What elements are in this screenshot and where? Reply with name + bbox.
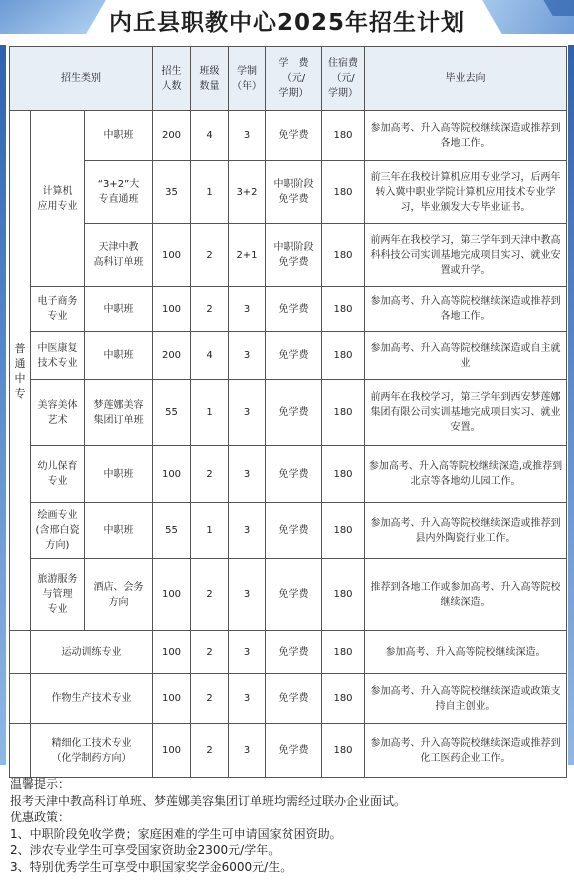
tip-title: 温馨提示： xyxy=(10,777,71,791)
side-bar-left xyxy=(0,45,6,765)
table-row xyxy=(10,631,567,674)
lodging-cell: 180 xyxy=(322,224,365,287)
years-cell: 3 xyxy=(229,559,266,631)
destination-cell: 参加高考、升入高等院校继续深造或推荐到县内外陶瓷行业工作。 xyxy=(365,503,567,559)
table-row xyxy=(10,674,567,724)
tip-text: 报考天津中教高科订单班、梦莲娜美容集团订单班均需经过联办企业面试。 xyxy=(10,793,407,808)
classes-cell: 1 xyxy=(191,503,229,559)
class-type-cell: “3+2”大 专直通班 xyxy=(85,161,153,224)
major-cell: 运动训练专业 xyxy=(31,631,153,674)
major-cell: 精细化工技术专业 （化学制药方向） xyxy=(31,724,153,778)
lodging-cell: 180 xyxy=(322,380,365,446)
tuition-cell: 免学费 xyxy=(266,674,322,724)
blank-cell xyxy=(10,724,31,778)
notes-section xyxy=(10,776,566,875)
destination-cell: 参加高考、升入高等院校继续深造或政策支持自主创业。 xyxy=(365,674,567,724)
tuition-cell: 免学费 xyxy=(266,287,322,332)
page-title: 内丘县职教中心2025年招生计划 xyxy=(108,10,465,36)
header-tuition: 学 费 （元/ 学期） xyxy=(266,47,322,111)
lodging-cell: 180 xyxy=(322,724,365,778)
classes-cell: 4 xyxy=(191,111,229,161)
lodging-cell: 180 xyxy=(322,446,365,503)
class-type-cell: 天津中教 高科订单班 xyxy=(85,224,153,287)
table-header-row xyxy=(10,47,567,111)
class-type-cell: 中职班 xyxy=(85,503,153,559)
enroll-cell: 100 xyxy=(153,224,191,287)
classes-cell: 1 xyxy=(191,380,229,446)
table-row xyxy=(10,724,567,778)
table-row xyxy=(10,380,567,446)
tuition-cell: 中职阶段 免学费 xyxy=(266,161,322,224)
destination-cell: 前两年在我校学习，第三学年到西安梦莲娜集团有限公司实训基地完成项目实习、就业安置。 xyxy=(365,380,567,446)
class-type-cell: 中职班 xyxy=(85,332,153,380)
destination-cell: 参加高考、升入高等院校继续深造或推荐到各地工作。 xyxy=(365,287,567,332)
enroll-cell: 100 xyxy=(153,446,191,503)
side-bar-right xyxy=(568,45,574,765)
header-classes: 班级 数量 xyxy=(191,47,229,111)
years-cell: 3 xyxy=(229,446,266,503)
table-row xyxy=(10,446,567,503)
classes-cell: 2 xyxy=(191,446,229,503)
lodging-cell: 180 xyxy=(322,332,365,380)
general-secondary-label: 普 通 中 专 xyxy=(10,111,31,631)
major-cell: 电子商务 专业 xyxy=(31,287,85,332)
destination-cell: 参加高考、升入高等院校继续深造,或推荐到北京等各地幼儿园工作。 xyxy=(365,446,567,503)
tuition-cell: 免学费 xyxy=(266,446,322,503)
tuition-cell: 中职阶段 免学费 xyxy=(266,224,322,287)
policy-item: 1、中职阶段免收学费；家庭困难的学生可申请国家贫困资助。 xyxy=(10,826,342,841)
header-lodging: 住宿费 （元/ 学期） xyxy=(322,47,365,111)
header-destination: 毕业去向 xyxy=(365,47,567,111)
enroll-cell: 100 xyxy=(153,287,191,332)
years-cell: 3 xyxy=(229,631,266,674)
class-type-cell: 梦莲娜美容 集团订单班 xyxy=(85,380,153,446)
years-cell: 2+1 xyxy=(229,224,266,287)
destination-cell: 前三年在我校计算机应用专业学习，后两年转入冀中职业学院计算机应用技术专业学习，毕业颁发大专毕业证书。 xyxy=(365,161,567,224)
enroll-cell: 200 xyxy=(153,111,191,161)
policy-title: 优惠政策： xyxy=(10,810,71,824)
lodging-cell: 180 xyxy=(322,503,365,559)
classes-cell: 2 xyxy=(191,631,229,674)
enroll-cell: 200 xyxy=(153,332,191,380)
destination-cell: 前两年在我校学习，第三学年到天津中教高科科技公司实训基地完成项目实习、就业安置或升学。 xyxy=(365,224,567,287)
enroll-cell: 100 xyxy=(153,559,191,631)
classes-cell: 4 xyxy=(191,332,229,380)
blank-cell xyxy=(10,631,31,674)
years-cell: 3 xyxy=(229,503,266,559)
years-cell: 3 xyxy=(229,380,266,446)
years-cell: 3 xyxy=(229,332,266,380)
header-category: 招生类别 xyxy=(10,47,153,111)
header-enroll: 招生 人数 xyxy=(153,47,191,111)
table-row xyxy=(10,287,567,332)
years-cell: 3 xyxy=(229,111,266,161)
lodging-cell: 180 xyxy=(322,674,365,724)
years-cell: 3+2 xyxy=(229,161,266,224)
major-cell: 幼儿保育 专业 xyxy=(31,446,85,503)
lodging-cell: 180 xyxy=(322,559,365,631)
tuition-cell: 免学费 xyxy=(266,724,322,778)
table-row xyxy=(10,332,567,380)
years-cell: 3 xyxy=(229,287,266,332)
major-cell: 旅游服务 与管理 专业 xyxy=(31,559,85,631)
policy-item: 3、特别优秀学生可享受中职国家奖学金6000元/生。 xyxy=(10,859,293,874)
lodging-cell: 180 xyxy=(322,631,365,674)
class-type-cell: 中职班 xyxy=(85,287,153,332)
classes-cell: 2 xyxy=(191,724,229,778)
tuition-cell: 免学费 xyxy=(266,559,322,631)
lodging-cell: 180 xyxy=(322,111,365,161)
classes-cell: 2 xyxy=(191,287,229,332)
major-cell: 美容美体 艺术 xyxy=(31,380,85,446)
destination-cell: 推荐到各地工作或参加高考、升入高等院校继续深造。 xyxy=(365,559,567,631)
destination-cell: 参加高考、升入高等院校继续深造。 xyxy=(365,631,567,674)
years-cell: 3 xyxy=(229,674,266,724)
blank-cell xyxy=(10,674,31,724)
policy-item: 2、涉农专业学生可享受国家资助金2300元/学年。 xyxy=(10,843,281,857)
table-row xyxy=(10,503,567,559)
classes-cell: 2 xyxy=(191,224,229,287)
enrollment-table xyxy=(9,46,567,778)
table-row xyxy=(10,161,567,224)
table-row xyxy=(10,224,567,287)
enroll-cell: 55 xyxy=(153,503,191,559)
enroll-cell: 100 xyxy=(153,674,191,724)
class-type-cell: 中职班 xyxy=(85,111,153,161)
classes-cell: 2 xyxy=(191,674,229,724)
class-type-cell: 酒店、会务 方向 xyxy=(85,559,153,631)
years-cell: 3 xyxy=(229,724,266,778)
major-cell: 绘画专业 (含邢白瓷 方向) xyxy=(31,503,85,559)
classes-cell: 1 xyxy=(191,161,229,224)
enroll-cell: 35 xyxy=(153,161,191,224)
tuition-cell: 免学费 xyxy=(266,503,322,559)
destination-cell: 参加高考、升入高等院校继续深造或推荐到各地工作。 xyxy=(365,111,567,161)
enroll-cell: 100 xyxy=(153,724,191,778)
enroll-cell: 100 xyxy=(153,631,191,674)
destination-cell: 参加高考、升入高等院校继续深造或推荐到化工医药企业工作。 xyxy=(365,724,567,778)
major-cell: 中医康复 技术专业 xyxy=(31,332,85,380)
tuition-cell: 免学费 xyxy=(266,631,322,674)
tuition-cell: 免学费 xyxy=(266,332,322,380)
major-cell: 计算机 应用专业 xyxy=(31,111,85,287)
header-years: 学制 （年） xyxy=(229,47,266,111)
lodging-cell: 180 xyxy=(322,287,365,332)
tuition-cell: 免学费 xyxy=(266,380,322,446)
class-type-cell: 中职班 xyxy=(85,446,153,503)
classes-cell: 2 xyxy=(191,559,229,631)
table-row xyxy=(10,111,567,161)
destination-cell: 参加高考、升入高等院校继续深造或自主就业 xyxy=(365,332,567,380)
major-cell: 作物生产技术专业 xyxy=(31,674,153,724)
table-row xyxy=(10,559,567,631)
tuition-cell: 免学费 xyxy=(266,111,322,161)
enroll-cell: 55 xyxy=(153,380,191,446)
lodging-cell: 180 xyxy=(322,161,365,224)
